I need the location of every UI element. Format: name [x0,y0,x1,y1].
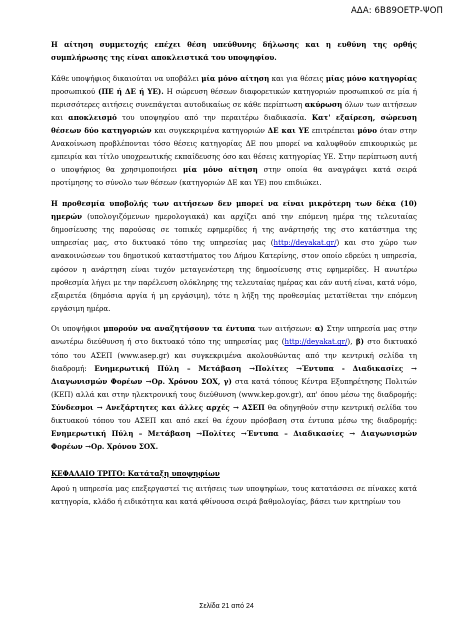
bold-run: μία μόνο αίτηση [201,73,270,83]
paragraph-deadline [51,197,417,315]
paragraph-forms [51,322,417,453]
text-run: όλων των αιτήσεων και [51,99,417,122]
ada-code: ΑΔΑ: 6Β89ΟΕΤΡ-ΨΟΠ [351,6,443,16]
text-run: στα κατά τόπους Κέντρα Εξυπηρέτησης Πολιτών (ΚΕΠ) αλλά και στην ηλεκτρονική τους διεύθυνση (www.kep.gov.gr), απ' όπου μέσω της διαδρομής: [51,376,417,399]
text-run: (υπολογιζόμενων ημερολογιακά) και αρχίζει από την επόμενη ημέρα της τελευταίας δημοσίευσης της παρούσας σε τοπικές εφημερίδες ή της ανάρτησής της στο κατάστημα της υπηρεσίας μας, στο δικτυακό τόπο της υπηρεσίας μας ( [51,212,417,248]
bold-run: μία μόνο αίτηση [182,165,258,175]
text-run: και συγκεκριμένα κατηγοριών [151,126,268,136]
page-number: Σελίδα 21 από 24 [199,603,254,610]
text-run: Αφού η υπηρεσία μας επεξεργαστεί τις αιτήσεις των υποψηφίων, τους κατατάσσει σε πίνακες κατά κατηγορία, κλάδο ή ειδικότητα και κατά φθίνουσα σειρά βαθμολογίας, βάσει των κριτηρίων του [51,483,417,506]
bold-run: μπορούν να αναζητήσουν τα έντυπα [103,324,256,334]
text-run: στο δικτυακό τόπο του ΑΣΕΠ (www.asep.gr) και συγκεκριμένα ακολουθώντας από την κεντρική σελίδα τη διαδρομή: [51,337,418,373]
chapter-title: ΚΕΦΑΛΑΙΟ ΤΡΙΤΟ: Κατάταξη υποψηφίων [51,468,220,478]
text-run: των αιτήσεων: [255,324,315,334]
bold-run: Ενημερωτική Πύλη – Μετάβαση →Πολίτες →Έντυπα - Διαδικασίες → Διαγωνισμών Φορέων →Ορ. Χρόνου ΣΟΧ, γ) [51,363,417,386]
chapter-heading [51,467,417,480]
paragraph-declaration [51,38,417,64]
text-run: προσωπικού [51,86,99,96]
paragraph-single-application [51,72,417,190]
document-body [51,38,417,516]
text-run: Κάθε υποψήφιος δικαιούται να υποβάλει [51,73,202,83]
deyakat-link[interactable]: http://deyakat.gr/ [273,238,337,248]
paragraph-ranking [51,482,417,508]
text-run: και για θέσεις [269,73,326,83]
bold-run: μίας μόνο κατηγορίας [325,73,418,83]
bold-run: μόνο [357,126,377,136]
bold-run: αποκλεισμό [68,112,117,122]
text-run: επιτρέπεται [309,126,358,136]
declaration-text: Η αίτηση συμμετοχής επέχει θέση υπεύθυνης δήλωσης και η ευθύνη της ορθής συμπλήρωσης της είναι αποκλειστικά του υποψηφίου. [51,40,417,63]
bold-run: Κατ' εξαίρεση, σώρευση θέσεων δύο κατηγοριών [51,112,417,136]
bold-run: (ΠΕ ή ΔΕ ή ΥΕ). [98,86,164,96]
bold-run: α) [314,324,324,334]
deyakat-link[interactable]: http://deyakat.gr/ [284,337,348,347]
text-run: Στην υπηρεσία μας στην ανωτέρω διεύθυνση ή στο δικτυακό τόπο της υπηρεσίας μας ( [51,324,418,347]
text-run: του υποψηφίου από την περαιτέρω διαδικασία. [116,112,312,122]
bold-run: Ενημερωτική Πύλη – Μετάβαση →Πολίτες →Έντυπα – Διαδικασίες → Διαγωνισμών Φορέων →Ορ. Χρόνου ΣΟΧ. [51,429,417,452]
text-run: ), [347,337,356,347]
text-run: ) και στο χώρο των ανακοινώσεων του δημοτικού καταστήματος του Δήμου Κατερίνης, στον οποίο εδρεύει η υπηρεσία, εφόσον η ανάρτηση είναι τυχόν μεταγενέστερη της δημοσίευσης στις εφημερίδες. Η ανωτέρω προθεσμία λήγει με την παρέλευση ολόκληρης της τελευταίας ημέρας και εάν αυτή είναι, κατά νόμο, εξαιρετέα (δημόσια αργία ή μη εργάσιμη), τότε η λήξη της προθεσμίας μετατίθεται την επόμενη εργάσιμη ημέρα. [51,238,417,313]
bold-run: β) [355,337,364,347]
bold-run: ακύρωση [304,99,343,109]
text-run: θα οδηγηθούν στην κεντρική σελίδα του δικτυακού τόπου του ΑΣΕΠ και από εκεί θα έχουν πρόσβαση στα έντυπα μέσω της διαδρομής: [51,402,417,426]
text-run: Η σώρευση θέσεων διαφορετικών κατηγοριών προσωπικού σε μία ή περισσότερες αιτήσεις συνεπάγεται αυτοδικαίως σε κάθε περίπτωση [51,86,417,109]
text-run: όταν στην Ανακοίνωση προβλέπονται τόσο θέσεις κατηγορίας ΔΕ που μπορεί να καλυφθούν επικουρικώς με εμπειρία και τίτλο υποχρεωτικής εκπαίδευσης όσο και θέσεις κατηγορίας ΥΕ. Στην περίπτωση αυτή ο υποψήφιος θα χρησιμοποιήσει [51,126,418,175]
text-run: Οι υποψήφιοι [51,324,104,334]
bold-run: Σύνδεσμοι → Ανεξάρτητες και άλλες αρχές → ΑΣΕΠ [51,402,265,412]
bold-run: ΔΕ και ΥΕ [267,126,310,136]
bold-run: Η προθεσμία υποβολής των αιτήσεων δεν μπορεί να είναι μικρότερη των δέκα (10) ημερών [51,199,417,222]
text-run: στην οποία θα αναγράψει κατά σειρά προτίμησης το σύνολο των θέσεων (κατηγοριών ΔΕ και ΥΕ) που επιδιώκει. [51,165,417,188]
